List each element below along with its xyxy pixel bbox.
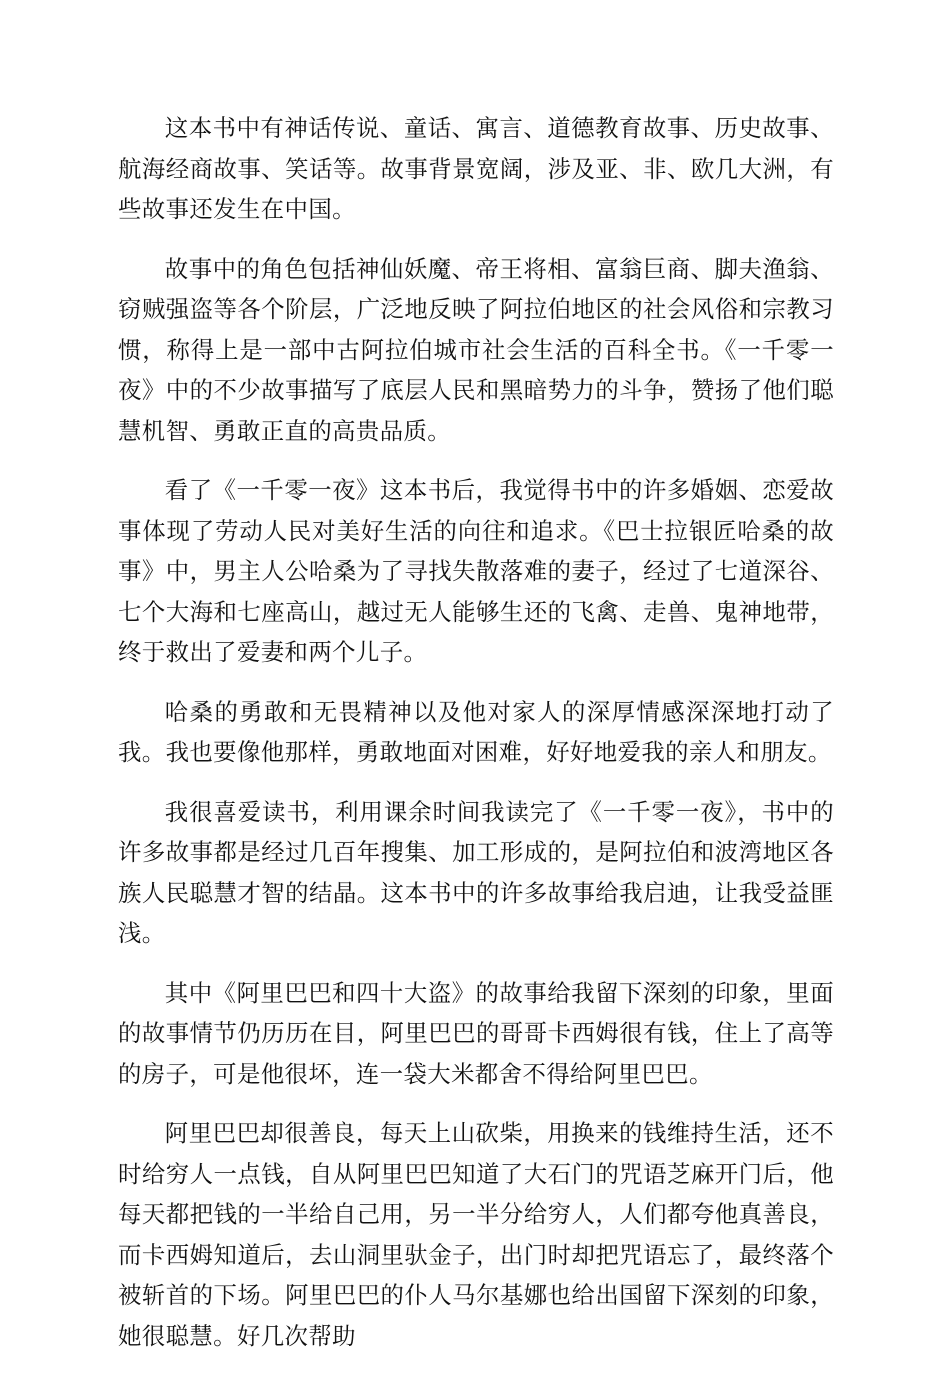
paragraph: 哈桑的勇敢和无畏精神以及他对家人的深厚情感深深地打动了我。我也要像他那样，勇敢地面对困难，好好地爱我的亲人和朋友。: [118, 697, 834, 766]
document-body: [118, 108, 834, 1375]
paragraph: 故事中的角色包括神仙妖魔、帝王将相、富翁巨商、脚夫渔翁、窃贼强盗等各个阶层，广泛地反映了阿拉伯地区的社会风俗和宗教习惯，称得上是一部中古阿拉伯城市社会生活的百科全书。《一千零一夜》中的不少故事描写了底层人民和黑暗势力的斗争，赞扬了他们聪慧机智、勇敢正直的高贵品质。: [118, 254, 834, 445]
paragraph: 这本书中有神话传说、童话、寓言、道德教育故事、历史故事、航海经商故事、笑话等。故事背景宽阔，涉及亚、非、欧几大洲，有些故事还发生在中国。: [118, 114, 834, 223]
paragraph: 其中《阿里巴巴和四十大盗》的故事给我留下深刻的印象，里面的故事情节仍历历在目，阿里巴巴的哥哥卡西姆很有钱，住上了高等的房子，可是他很坏，连一袋大米都舍不得给阿里巴巴。: [118, 978, 834, 1088]
paragraph: 看了《一千零一夜》这本书后，我觉得书中的许多婚姻、恋爱故事体现了劳动人民对美好生活的向往和追求。《巴士拉银匠哈桑的故事》中，男主人公哈桑为了寻找失散落难的妻子，经过了七道深谷、七个大海和七座高山，越过无人能够生还的飞禽、走兽、鬼神地带，终于救出了爱妻和两个儿子。: [118, 476, 834, 666]
paragraph: 我很喜爱读书，利用课余时间我读完了《一千零一夜》，书中的许多故事都是经过几百年搜集、加工形成的，是阿拉伯和波湾地区各族人民聪慧才智的结晶。这本书中的许多故事给我启迪，让我受益匪浅。: [118, 797, 834, 947]
paragraph: 阿里巴巴却很善良，每天上山砍柴，用换来的钱维持生活，还不时给穷人一点钱，自从阿里巴巴知道了大石门的咒语芝麻开门后，他每天都把钱的一半给自己用，另一半分给穷人，人们都夸他真善良，而卡西姆知道后，去山洞里驮金子，出门时却把咒语忘了，最终落个被斩首的下场。阿里巴巴的仆人马尔基娜也给出国留下深刻的印象，她很聪慧。好几次帮助: [118, 1119, 834, 1350]
